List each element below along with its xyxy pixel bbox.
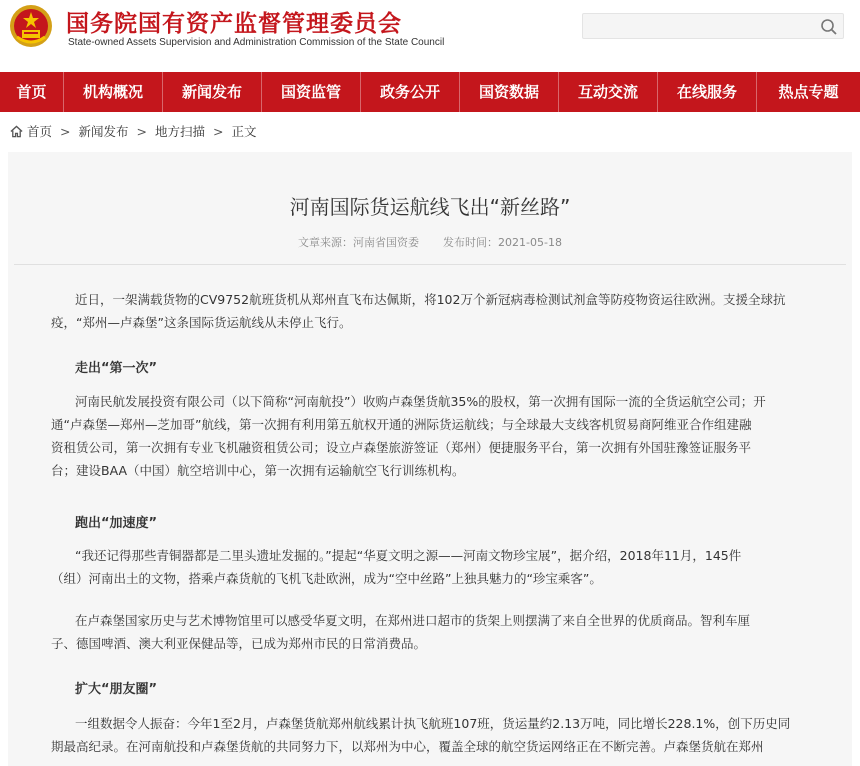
nav-item-home[interactable]: 首页 <box>0 72 64 112</box>
breadcrumb-home[interactable]: 首页 <box>27 124 53 139</box>
breadcrumb-local-news[interactable]: 地方扫描 <box>155 124 206 139</box>
search-icon[interactable] <box>819 17 839 37</box>
breadcrumb-current: 正文 <box>231 124 257 139</box>
nav-item-data[interactable]: 国资数据 <box>460 72 559 112</box>
site-title[interactable]: 国务院国有资产监督管理委员会 <box>66 11 402 37</box>
article-title: 河南国际货运航线飞出“新丝路” <box>289 195 571 219</box>
section-heading: 走出“第一次” <box>75 361 158 376</box>
site-header <box>0 0 860 72</box>
nav-item-interaction[interactable]: 互动交流 <box>559 72 658 112</box>
breadcrumb-separator: > <box>136 123 147 139</box>
title-divider <box>14 264 846 265</box>
main-nav <box>0 72 860 112</box>
search-input[interactable] <box>589 17 809 35</box>
breadcrumb-separator: > <box>60 123 71 139</box>
nav-item-online-service[interactable]: 在线服务 <box>658 72 757 112</box>
breadcrumb-news[interactable]: 新闻发布 <box>78 124 129 139</box>
nav-item-topics[interactable]: 热点专题 <box>778 83 839 101</box>
breadcrumb <box>10 122 257 140</box>
nav-item-news[interactable]: 新闻发布 <box>163 72 262 112</box>
article-paragraph: 河南民航发展投资有限公司（以下简称“河南航投”）收购卢森堡货航35%的股权，第一次拥有国际一流的全货运航空公司；开 通“卢森堡—郑州—芝加哥”航线，第一次拥有利用第五航权开通的洲际货运航线；与全球最大支线客机贸易商阿维亚合作组建融 资租赁公司，第一次拥有专业飞机融资租赁公司；设立卢森堡旅游签证（郑州）便捷服务平台，第一次拥有外国驻豫签证服务平 台；建设BAA（中国）航空培训中心，第一次拥有运输航空飞行训练机构。 <box>51 394 766 478</box>
section-heading: 扩大“朋友圈” <box>75 682 158 697</box>
nav-item-about[interactable]: 机构概况 <box>64 72 163 112</box>
article-meta <box>8 234 852 250</box>
section-heading: 跑出“加速度” <box>75 516 158 531</box>
nav-item-supervision[interactable]: 国资监管 <box>262 72 361 112</box>
article-date: 发布时间：2021-05-18 <box>443 236 562 249</box>
article-source: 文章来源：河南省国资委 <box>298 236 420 249</box>
article-paragraph: 近日，一架满载货物的CV9752航班货机从郑州直飞布达佩斯，将102万个新冠病毒检测试剂盒等防疫物资运往欧洲。支援全球抗 疫，“郑州—卢森堡”这条国际货运航线从未停止飞行。 <box>51 292 786 330</box>
article-paragraph: “我还记得那些青铜器都是二里头遗址发掘的。”提起“华夏文明之源——河南文物珍宝展”，据介绍，2018年11月，145件 （组）河南出土的文物，搭乘卢森货航的飞机飞赴欧洲，成为“空中丝路”上独具魅力的“珍宝乘客”。 <box>51 548 742 586</box>
article-paragraph: 一组数据令人振奋：今年1至2月，卢森堡货航郑州航线累计执飞航班107班，货运量约2.13万吨，同比增长228.1%，创下历史同 期最高纪录。在河南航投和卢森堡货航的共同努力下，以郑州为中心，覆盖全球的航空货运网络正在不断完善。卢森堡货航在郑州 <box>51 716 791 754</box>
search-box <box>582 13 844 39</box>
site-subtitle: State-owned Assets Supervision and Administration Commission of the State Council <box>68 37 445 48</box>
breadcrumb-separator: > <box>213 123 224 139</box>
national-emblem-icon[interactable] <box>8 3 54 49</box>
home-icon <box>10 125 23 138</box>
nav-item-public-affairs[interactable]: 政务公开 <box>361 72 460 112</box>
article-container <box>8 152 852 766</box>
article-paragraph: 在卢森堡国家历史与艺术博物馆里可以感受华夏文明，在郑州进口超市的货架上则摆满了来自全世界的优质商品。智利车厘 子、德国啤酒、澳大利亚保健品等，已成为郑州市民的日常消费品。 <box>51 613 751 651</box>
